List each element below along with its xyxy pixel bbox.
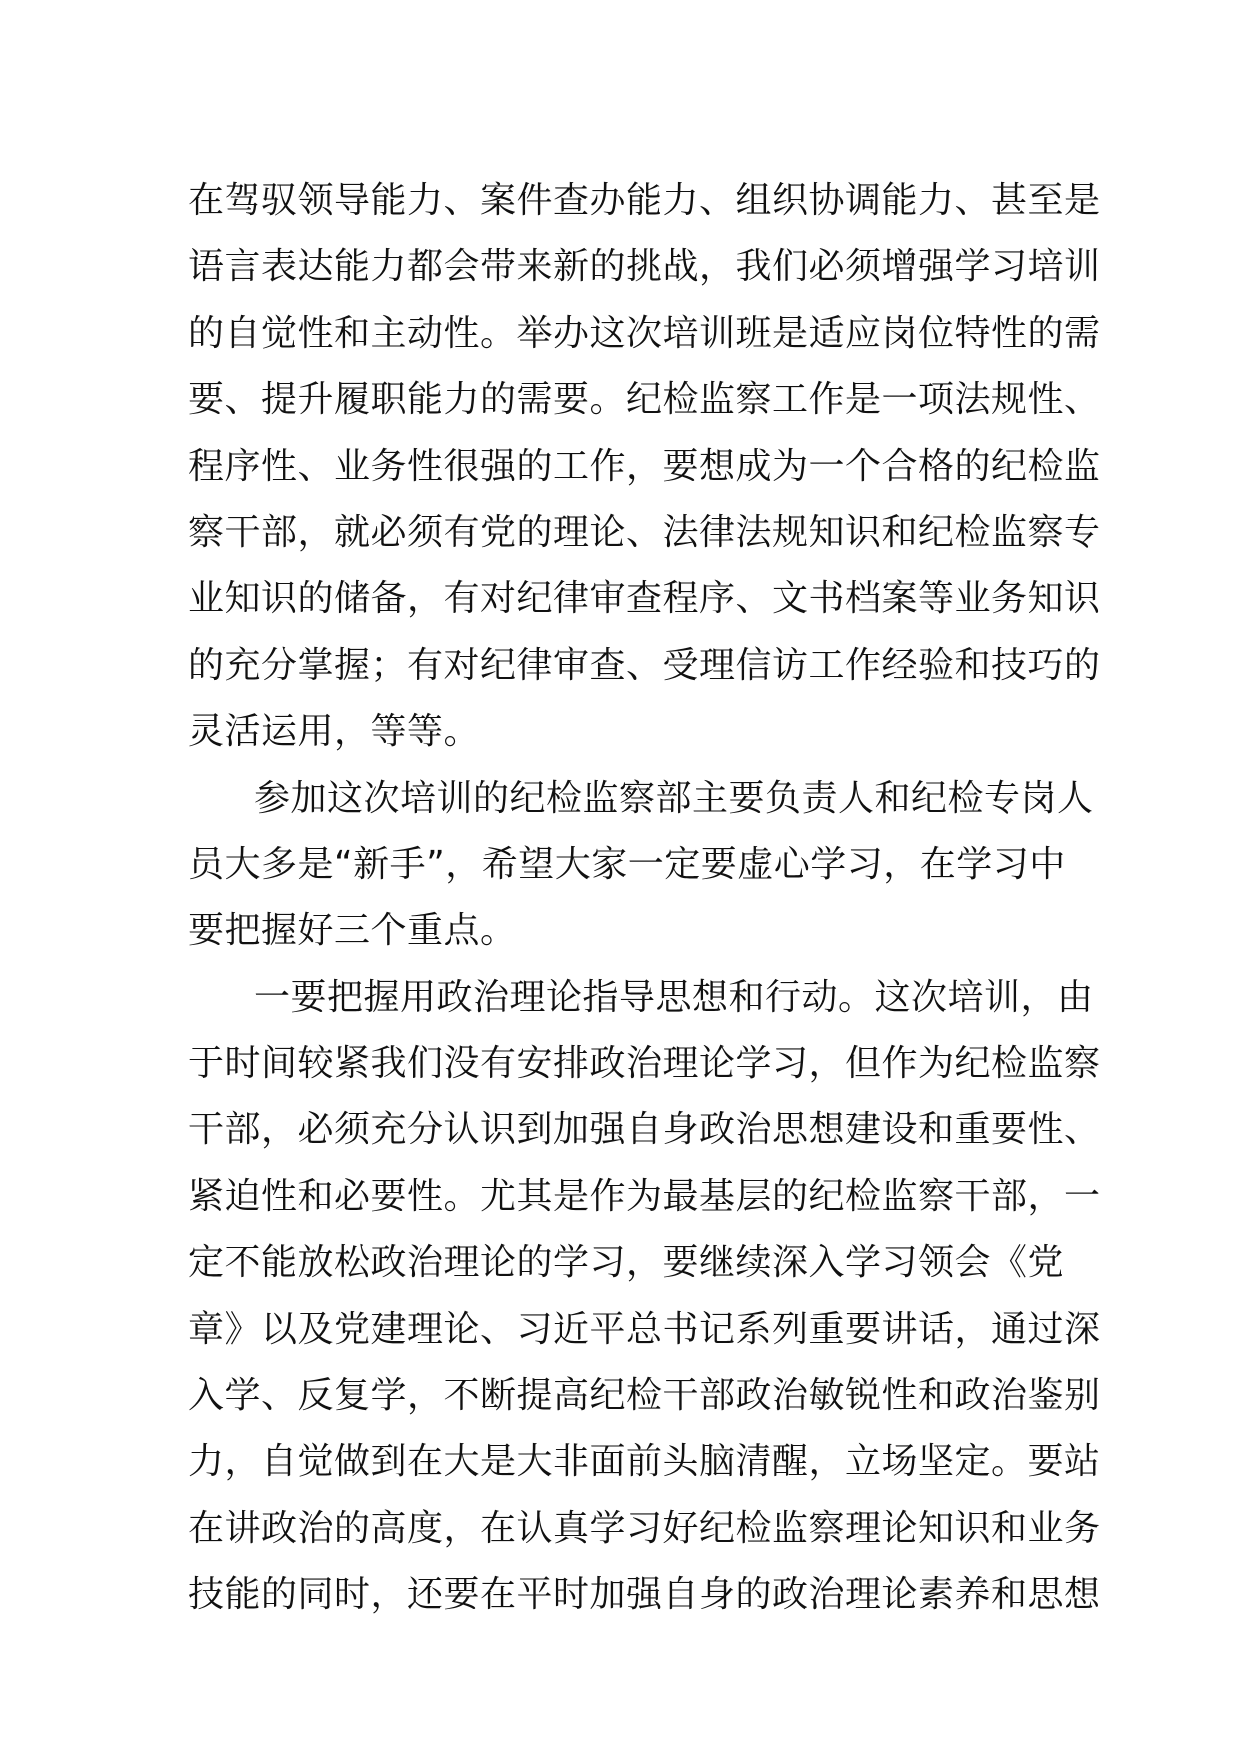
text-line: 力，自觉做到在大是大非面前头脑清醒，立场坚定。要站 [188, 1441, 1101, 1483]
text-line: 业知识的储备，有对纪律审查程序、文书档案等业务知识 [188, 578, 1101, 620]
text-line: 员大多是“新手”，希望大家一定要虚心学习，在学习中 [188, 843, 1066, 885]
body-text [188, 168, 1101, 1629]
text-line: 入学、反复学，不断提高纪检干部政治敏锐性和政治鉴别 [188, 1375, 1101, 1417]
paragraph-first-line: 一要把握用政治理论指导思想和行动。这次培训，由 [254, 976, 1094, 1018]
text-line: 的自觉性和主动性。举办这次培训班是适应岗位特性的需 [188, 312, 1101, 354]
text-line: 紧迫性和必要性。尤其是作为最基层的纪检监察干部，一 [188, 1175, 1101, 1217]
text-line: 的充分掌握；有对纪律审查、受理信访工作经验和技巧的 [188, 644, 1101, 686]
text-line: 章》以及党建理论、习近平总书记系列重要讲话，通过深 [188, 1308, 1101, 1350]
text-line: 干部，必须充分认识到加强自身政治思想建设和重要性、 [188, 1109, 1101, 1151]
text-line: 察干部，就必须有党的理论、法律法规知识和纪检监察专 [188, 511, 1101, 553]
text-line: 语言表达能力都会带来新的挑战，我们必须增强学习培训 [188, 246, 1101, 288]
text-line: 于时间较紧我们没有安排政治理论学习，但作为纪检监察 [188, 1043, 1101, 1085]
text-line: 技能的同时，还要在平时加强自身的政治理论素养和思想 [188, 1574, 1101, 1616]
text-line: 在驾驭领导能力、案件查办能力、组织协调能力、甚至是 [188, 180, 1101, 221]
text-line: 要把握好三个重点。 [188, 910, 517, 952]
text-line: 灵活运用，等等。 [188, 711, 481, 753]
text-line: 程序性、业务性很强的工作，要想成为一个合格的纪检监 [188, 445, 1101, 487]
text-line: 定不能放松政治理论的学习，要继续深入学习领会《党 [188, 1242, 1065, 1284]
text-line: 在讲政治的高度，在认真学习好纪检监察理论知识和业务 [188, 1507, 1101, 1549]
text-line: 要、提升履职能力的需要。纪检监察工作是一项法规性、 [188, 379, 1101, 421]
paragraph-first-line: 参加这次培训的纪检监察部主要负责人和纪检专岗人 [254, 777, 1094, 819]
